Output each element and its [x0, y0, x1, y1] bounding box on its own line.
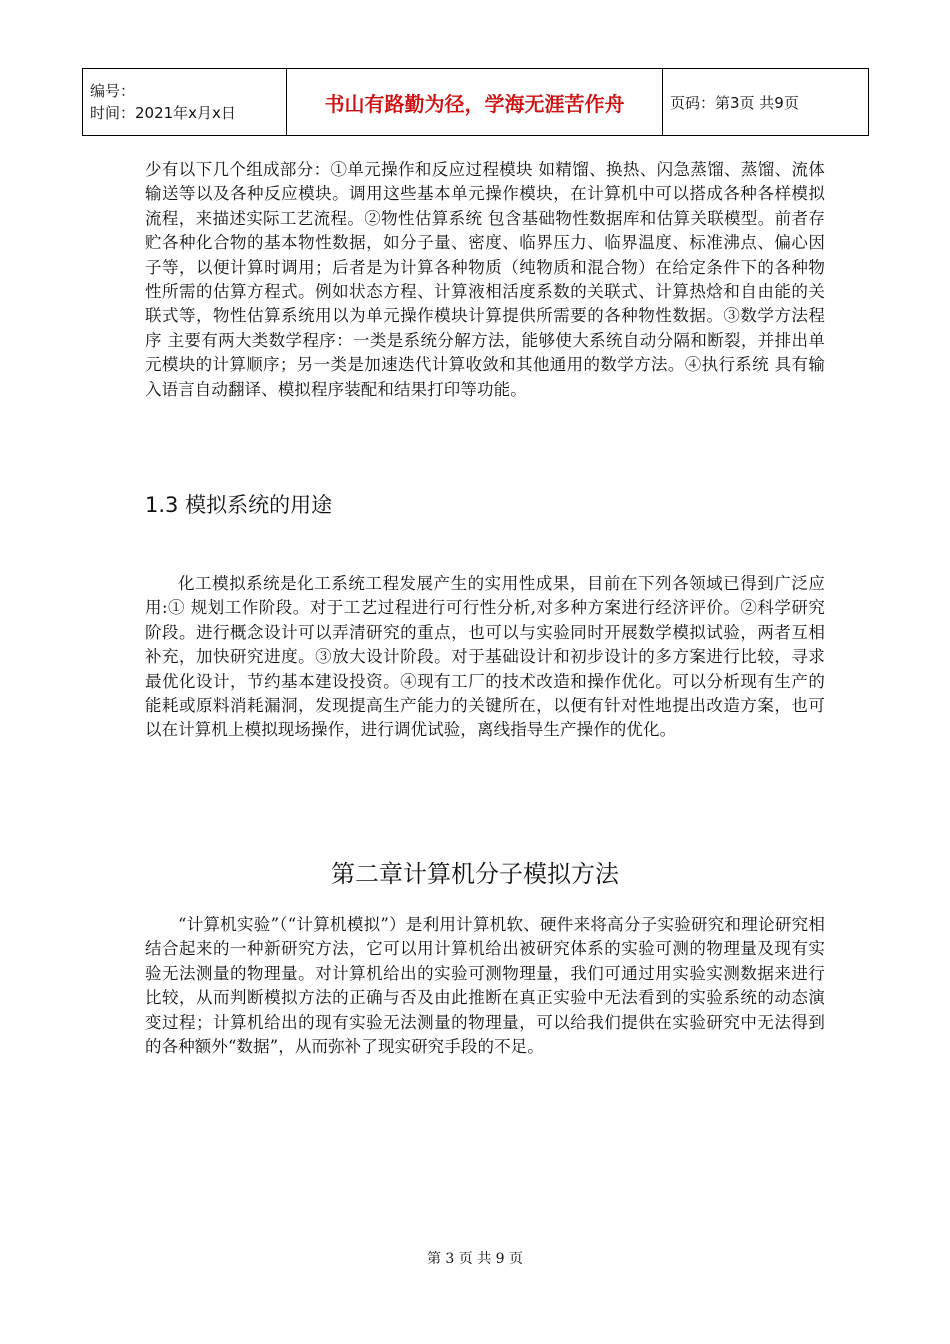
header-page-info: 页码：第3页 共9页 [663, 69, 869, 136]
doc-number-label: 编号： [90, 82, 136, 100]
header-meta-cell [83, 69, 287, 136]
section-heading: 1.3 模拟系统的用途 [145, 493, 333, 517]
document-header [82, 68, 869, 136]
chapter-heading: 第二章计算机分子模拟方法 [331, 860, 619, 888]
body-paragraph-2: 化工模拟系统是化工系统工程发展产生的实用性成果，目前在下列各领域已得到广泛应用:① 规划工作阶段。对于工艺过程进行可行性分析,对多种方案进行经济评价。②科学研究阶段。进行概念设计可以弄清研究的重点，也可以与实验同时开展数学模拟试验，两者互相补充，加快研究进度。③放大设计阶段。对于基础设计和初步设计的多方案进行比较，寻求最优化设计，节约基本建设投资。④现有工厂的技术改造和操作优化。可以分析现有生产的能耗或原料消耗漏洞，发现提高生产能力的关键所在，以便有针对性地提出改造方案，也可以在计算机上模拟现场操作，进行调优试验，离线指导生产操作的优化。 [145, 574, 825, 740]
doc-date-label: 时间：2021年x月x日 [90, 104, 236, 122]
page-footer: 第 3 页 共 9 页 [426, 1251, 524, 1267]
body-paragraph-1: 少有以下几个组成部分：①单元操作和反应过程模块 如精馏、换热、闪急蒸馏、蒸馏、流体输送等以及各种反应模块。调用这些基本单元操作模块，在计算机中可以搭成各种各样模拟流程，来描述实际工艺流程。②物性估算系统 包含基础物性数据库和估算关联模型。前者存贮各种化合物的基本物性数据，如分子量、密度、临界压力、临界温度、标准沸点、偏心因子等，以便计算时调用；后者是为计算各种物质（纯物质和混合物）在给定条件下的各种物性所需的估算方程式。例如状态方程、计算液相活度系数的关联式、计算热焓和自由能的关联式等，物性估算系统用以为单元操作模块计算提供所需要的各种物性数据。③数学方法程序 主要有两大类数学程序：一类是系统分解方法，能够使大系统自动分隔和断裂，并排出单元模块的计算顺序；另一类是加速迭代计算收敛和其他通用的数学方法。④执行系统 具有输入语言自动翻译、模拟程序装配和结果打印等功能。 [145, 160, 825, 399]
body-paragraph-3: “计算机实验”（“计算机模拟”）是利用计算机软、硬件来将高分子实验研究和理论研究相结合起来的一种新研究方法，它可以用计算机给出被研究体系的实验可测的物理量及现有实验无法测量的物理量。对计算机给出的实验可测物理量，我们可通过用实验实测数据来进行比较，从而判断模拟方法的正确与否及由此推断在真正实验中无法看到的实验系统的动态演变过程；计算机给出的现有实验无法测量的物理量，可以给我们提供在实验研究中无法得到的各种额外“数据”，从而弥补了现实研究手段的不足。 [145, 915, 825, 1057]
header-motto: 书山有路勤为径，学海无涯苦作舟 [287, 69, 663, 136]
